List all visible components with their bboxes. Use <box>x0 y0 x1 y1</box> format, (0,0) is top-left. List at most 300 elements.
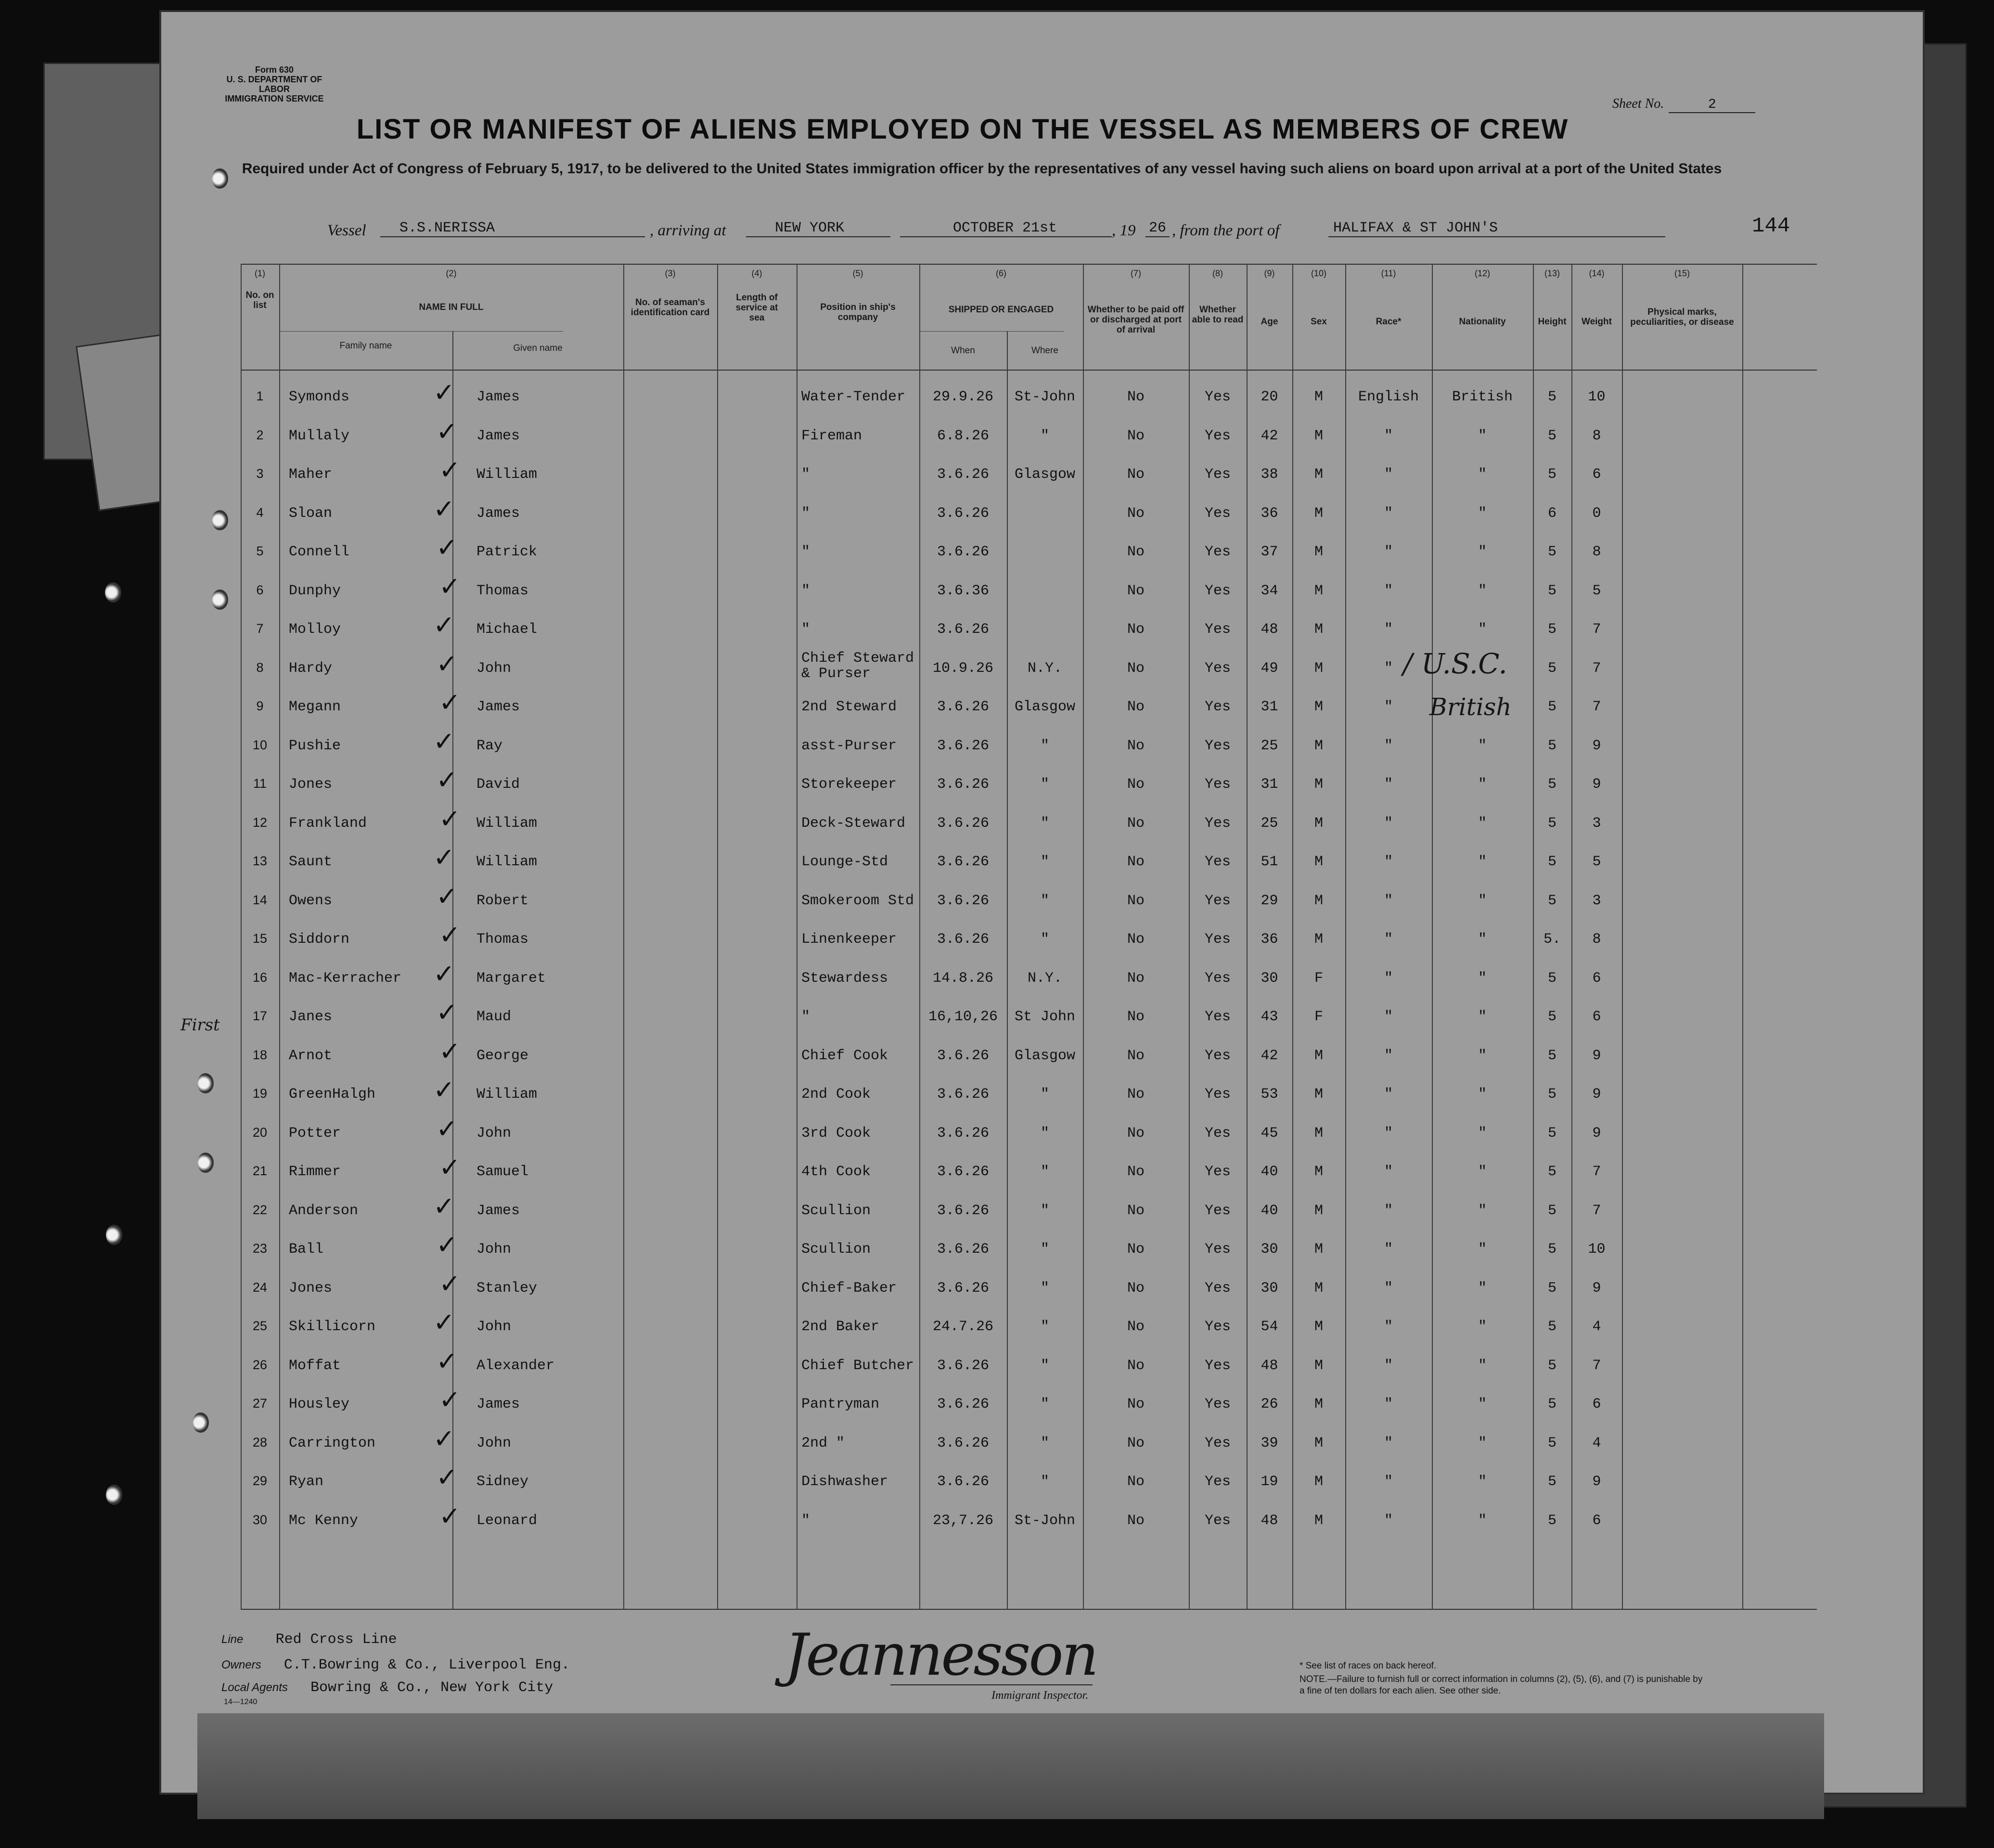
cell-able-read: Yes <box>1204 776 1231 793</box>
checkmark-icon: ✓ <box>433 610 455 640</box>
cell-paid-off: No <box>1127 1512 1145 1529</box>
cell-race: " <box>1384 931 1393 948</box>
cell-race: " <box>1384 1009 1393 1025</box>
cell-able-read: Yes <box>1204 1164 1231 1180</box>
header-able-read: Whether able to read <box>1192 305 1244 325</box>
cell-when: 3.6.26 <box>937 621 990 638</box>
cell-sex: M <box>1314 1086 1323 1103</box>
cell-position: Storekeeper <box>801 776 897 793</box>
vessel-name: S.S.NERISSA <box>380 220 645 237</box>
cell-given-name: Samuel <box>476 1164 529 1180</box>
checkmark-icon: ✓ <box>436 648 458 679</box>
cell-sex: M <box>1314 466 1323 483</box>
cell-position: Lounge-Std <box>801 854 888 870</box>
cell-height: 5 <box>1547 1396 1557 1412</box>
cell-height: 5 <box>1547 660 1557 677</box>
cell-able-read: Yes <box>1204 815 1231 832</box>
cell-able-read: Yes <box>1204 389 1231 405</box>
cell-position: Linenkeeper <box>801 931 897 948</box>
checkmark-icon: ✓ <box>436 1462 458 1492</box>
cell-when: 3.6.26 <box>937 815 990 832</box>
cell-nationality: " <box>1478 1357 1487 1374</box>
cell-race: " <box>1384 1474 1393 1490</box>
cell-height: 5 <box>1547 854 1557 870</box>
cell-no: 18 <box>252 1047 268 1062</box>
cell-given-name: David <box>476 776 520 793</box>
cell-able-read: Yes <box>1204 1241 1231 1258</box>
shipped-split-rule <box>919 331 1064 332</box>
checkmark-icon: ✓ <box>436 1113 458 1144</box>
cell-able-read: Yes <box>1204 1280 1231 1296</box>
table-row <box>241 803 1817 844</box>
col-number: (7) <box>1131 269 1141 278</box>
cell-height: 5 <box>1547 1009 1557 1025</box>
cell-where: " <box>1040 427 1049 444</box>
cell-family-name: Jones <box>289 776 333 793</box>
checkmark-icon: ✓ <box>436 1230 458 1260</box>
header-weight: Weight <box>1582 317 1612 327</box>
cell-sex: M <box>1314 582 1323 599</box>
cell-position: Deck-Steward <box>801 815 906 832</box>
checkmark-icon: ✓ <box>439 803 461 834</box>
cell-when: 3.6.26 <box>937 892 990 909</box>
cell-able-read: Yes <box>1204 1009 1231 1025</box>
cell-family-name: Carrington <box>289 1435 376 1451</box>
cell-paid-off: No <box>1127 505 1145 522</box>
cell-nationality: " <box>1478 1319 1487 1335</box>
cell-no: 27 <box>252 1396 268 1411</box>
cell-no: 7 <box>256 621 264 636</box>
cell-height: 5 <box>1547 1202 1557 1219</box>
table-row <box>241 689 1817 728</box>
cell-no: 23 <box>252 1241 268 1256</box>
cell-age: 34 <box>1261 582 1278 599</box>
cell-sex: M <box>1314 854 1323 870</box>
cell-paid-off: No <box>1127 1164 1145 1180</box>
table-row <box>241 573 1817 612</box>
cell-no: 13 <box>252 854 268 868</box>
cell-sex: M <box>1314 776 1323 793</box>
cell-given-name: John <box>476 1319 512 1335</box>
service: IMMIGRATION SERVICE <box>225 94 324 103</box>
cell-position: Fireman <box>801 427 862 444</box>
table-row <box>241 1154 1817 1193</box>
checkmark-icon: ✓ <box>436 881 458 911</box>
line-value: Red Cross Line <box>275 1631 397 1648</box>
col-number: (1) <box>255 269 265 278</box>
cell-family-name: Hardy <box>289 660 333 677</box>
cell-where: Glasgow <box>1014 466 1076 483</box>
checkmark-icon: ✓ <box>433 1075 455 1105</box>
cell-weight: 9 <box>1592 776 1601 793</box>
cell-given-name: John <box>476 1241 512 1258</box>
cell-sex: M <box>1314 1202 1323 1219</box>
cell-position: 2nd Cook <box>801 1086 871 1103</box>
cell-race: " <box>1384 621 1393 638</box>
cell-when: 3.6.26 <box>937 1280 990 1296</box>
header-family-name: Family name <box>339 341 392 351</box>
cell-race: " <box>1384 1202 1393 1219</box>
cell-height: 5 <box>1547 699 1557 715</box>
punch-hole <box>212 168 228 189</box>
cell-family-name: Maher <box>289 466 333 483</box>
cell-sex: M <box>1314 1241 1323 1258</box>
agents-field <box>221 1680 553 1696</box>
table-row <box>241 379 1817 418</box>
table-row <box>241 1232 1817 1270</box>
table-row <box>241 1193 1817 1232</box>
cell-when: 6.8.26 <box>937 427 990 444</box>
cell-no: 1 <box>256 389 264 403</box>
cell-age: 45 <box>1261 1125 1278 1142</box>
cell-nationality: " <box>1478 854 1487 870</box>
cell-no: 14 <box>252 892 268 907</box>
cell-no: 26 <box>252 1357 268 1372</box>
vessel-label: Vessel <box>327 222 366 239</box>
col-number: (13) <box>1544 269 1560 278</box>
header-position: Position in ship's company <box>820 302 896 322</box>
cell-paid-off: No <box>1127 931 1145 948</box>
cell-nationality: " <box>1478 1125 1487 1142</box>
cell-family-name: Potter <box>289 1125 341 1142</box>
table-row <box>241 457 1817 495</box>
from-port-label: , from the port of <box>1172 222 1280 239</box>
cell-no: 19 <box>252 1086 268 1101</box>
cell-paid-off: No <box>1127 1435 1145 1451</box>
cell-height: 5 <box>1547 544 1557 560</box>
cell-age: 42 <box>1261 1047 1278 1064</box>
cell-sex: M <box>1314 1435 1323 1451</box>
cell-no: 16 <box>252 970 268 985</box>
department: U. S. DEPARTMENT OF LABOR <box>226 75 322 94</box>
punch-hole <box>212 510 228 530</box>
cell-position: Scullion <box>801 1241 871 1258</box>
year-label: , 19 <box>1112 222 1136 239</box>
cell-nationality: " <box>1478 544 1487 560</box>
cell-where: " <box>1040 815 1049 832</box>
cell-height: 5 <box>1547 1435 1557 1451</box>
cell-weight: 3 <box>1592 815 1601 832</box>
cell-paid-off: No <box>1127 699 1145 715</box>
header-paid-off: Whether to be paid off or discharged at port of arrival <box>1087 305 1184 335</box>
cell-where: " <box>1040 776 1049 793</box>
sheet-number-value: 2 <box>1669 97 1755 113</box>
cell-position: " <box>801 1512 810 1529</box>
table-row <box>241 1270 1817 1309</box>
cell-given-name: James <box>476 699 520 715</box>
cell-when: 3.6.26 <box>937 931 990 948</box>
cell-when: 3.6.26 <box>937 854 990 870</box>
cell-given-name: Robert <box>476 892 529 909</box>
sheet-bottom-edge <box>197 1713 1824 1819</box>
annotation-british: British <box>1429 693 1512 721</box>
cell-no: 6 <box>256 582 264 597</box>
cell-sex: M <box>1314 892 1323 909</box>
cell-weight: 10 <box>1588 1241 1606 1258</box>
cell-weight: 8 <box>1592 427 1601 444</box>
cell-when: 29.9.26 <box>932 389 994 405</box>
cell-sex: M <box>1314 1357 1323 1374</box>
header-where: Where <box>1031 346 1058 356</box>
col-number: (14) <box>1589 269 1605 278</box>
cell-race: " <box>1384 582 1393 599</box>
cell-race: " <box>1384 1435 1393 1451</box>
races-note: * See list of races on back hereof. <box>1299 1661 1437 1671</box>
cell-where: " <box>1040 854 1049 870</box>
cell-age: 42 <box>1261 427 1278 444</box>
cell-height: 5 <box>1547 1357 1557 1374</box>
cell-paid-off: No <box>1127 1241 1145 1258</box>
cell-able-read: Yes <box>1204 854 1231 870</box>
cell-weight: 9 <box>1592 1125 1601 1142</box>
cell-family-name: Housley <box>289 1396 350 1412</box>
arriving-port: NEW YORK <box>746 220 890 237</box>
header-seaman-id: No. of seaman's identification card <box>630 297 710 318</box>
form-header <box>217 65 332 103</box>
cell-race: " <box>1384 699 1393 715</box>
cell-age: 20 <box>1261 389 1278 405</box>
cell-paid-off: No <box>1127 1396 1145 1412</box>
page-subtitle: Required under Act of Congress of February 5, 1917, to be delivered to the United States immigration officer by the representatives of any vessel having such aliens on board upon arrival at a port of the United States <box>242 161 1722 177</box>
cell-family-name: Owens <box>289 892 333 909</box>
cell-where: " <box>1040 1202 1049 1219</box>
annotation-usc: / U.S.C. <box>1403 647 1507 680</box>
cell-position: " <box>801 544 810 560</box>
cell-weight: 7 <box>1592 621 1601 638</box>
cell-able-read: Yes <box>1204 505 1231 522</box>
header-no-on-list: No. on list <box>245 290 274 310</box>
cell-when: 3.6.26 <box>937 776 990 793</box>
checkmark-icon: ✓ <box>439 1268 461 1299</box>
cell-able-read: Yes <box>1204 466 1231 483</box>
cell-weight: 7 <box>1592 660 1601 677</box>
cell-height: 5 <box>1547 427 1557 444</box>
cell-age: 43 <box>1261 1009 1278 1025</box>
header-given-name: Given name <box>513 343 563 353</box>
cell-when: 3.6.26 <box>937 1357 990 1374</box>
cell-age: 38 <box>1261 466 1278 483</box>
cell-given-name: James <box>476 1202 520 1219</box>
cell-paid-off: No <box>1127 621 1145 638</box>
cell-paid-off: No <box>1127 544 1145 560</box>
cell-nationality: " <box>1478 776 1487 793</box>
cell-no: 12 <box>252 815 268 830</box>
checkmark-icon: ✓ <box>433 1191 455 1221</box>
inspector-signature: Jeannesson <box>785 1622 1097 1689</box>
cell-able-read: Yes <box>1204 660 1231 677</box>
cell-sex: F <box>1314 970 1323 987</box>
cell-family-name: Mac-Kerracher <box>289 970 402 987</box>
table-row <box>241 844 1817 883</box>
cell-sex: M <box>1314 505 1323 522</box>
cell-when: 3.6.26 <box>937 505 990 522</box>
cell-position: " <box>801 1009 810 1025</box>
cell-age: 30 <box>1261 1241 1278 1258</box>
cell-weight: 9 <box>1592 1474 1601 1490</box>
cell-no: 21 <box>252 1164 268 1178</box>
cell-able-read: Yes <box>1204 892 1231 909</box>
cell-no: 5 <box>256 544 264 558</box>
cell-able-read: Yes <box>1204 699 1231 715</box>
cell-height: 5 <box>1547 1125 1557 1142</box>
sheet-number-label: Sheet No. <box>1612 96 1664 111</box>
header-age: Age <box>1261 317 1278 327</box>
cell-nationality: " <box>1478 892 1487 909</box>
agents-value: Bowring & Co., New York City <box>310 1680 553 1696</box>
page-title: LIST OR MANIFEST OF ALIENS EMPLOYED ON THE VESSEL AS MEMBERS OF CREW <box>356 114 1569 145</box>
cell-nationality: " <box>1478 1435 1487 1451</box>
cell-given-name: James <box>476 505 520 522</box>
checkmark-icon: ✓ <box>439 1385 461 1415</box>
cell-sex: M <box>1314 815 1323 832</box>
cell-paid-off: No <box>1127 1202 1145 1219</box>
cell-age: 54 <box>1261 1319 1278 1335</box>
cell-position: Chief Butcher <box>801 1357 914 1374</box>
checkmark-icon: ✓ <box>436 1346 458 1376</box>
cell-position: Scullion <box>801 1202 871 1219</box>
cell-able-read: Yes <box>1204 1319 1231 1335</box>
cell-given-name: Leonard <box>476 1512 538 1529</box>
cell-height: 5. <box>1543 931 1561 948</box>
cell-race: " <box>1384 1396 1393 1412</box>
cell-age: 19 <box>1261 1474 1278 1490</box>
cell-family-name: Rimmer <box>289 1164 341 1180</box>
cell-given-name: William <box>476 1086 538 1103</box>
col-number: (15) <box>1674 269 1690 278</box>
cell-paid-off: No <box>1127 1474 1145 1490</box>
checkmark-icon: ✓ <box>433 726 455 757</box>
cell-no: 9 <box>256 699 264 713</box>
cell-able-read: Yes <box>1204 1086 1231 1103</box>
cell-nationality: " <box>1478 1202 1487 1219</box>
cell-age: 39 <box>1261 1435 1278 1451</box>
cell-position: Dishwasher <box>801 1474 888 1490</box>
cell-given-name: Maud <box>476 1009 512 1025</box>
punch-hole <box>105 582 121 603</box>
cell-position: Chief-Baker <box>801 1280 897 1296</box>
col-number: (11) <box>1381 269 1396 278</box>
cell-given-name: Sidney <box>476 1474 529 1490</box>
checkmark-icon: ✓ <box>436 765 458 795</box>
cell-race: " <box>1384 544 1393 560</box>
checkmark-icon: ✓ <box>433 493 455 524</box>
header-race: Race* <box>1376 317 1402 327</box>
cell-nationality: " <box>1478 1280 1487 1296</box>
cell-race: " <box>1384 737 1393 754</box>
cell-height: 5 <box>1547 892 1557 909</box>
cell-weight: 6 <box>1592 1009 1601 1025</box>
cell-paid-off: No <box>1127 1047 1145 1064</box>
cell-weight: 9 <box>1592 1280 1601 1296</box>
cell-age: 29 <box>1261 892 1278 909</box>
checkmark-icon: ✓ <box>433 842 455 873</box>
cell-paid-off: No <box>1127 892 1145 909</box>
cell-weight: 4 <box>1592 1435 1601 1451</box>
signature-line <box>890 1684 1093 1685</box>
table-row <box>241 648 1817 689</box>
cell-position: Smokeroom Std <box>801 892 914 909</box>
cell-age: 31 <box>1261 776 1278 793</box>
cell-race: " <box>1384 1047 1393 1064</box>
cell-when: 3.6.26 <box>937 737 990 754</box>
cell-able-read: Yes <box>1204 1047 1231 1064</box>
cell-when: 3.6.26 <box>937 1435 990 1451</box>
cell-race: " <box>1384 815 1393 832</box>
cell-where: N.Y. <box>1027 970 1062 987</box>
cell-sex: M <box>1314 931 1323 948</box>
cell-age: 36 <box>1261 931 1278 948</box>
cell-when: 3.6.26 <box>937 1047 990 1064</box>
cell-age: 31 <box>1261 699 1278 715</box>
table-row <box>241 1464 1817 1502</box>
cell-given-name: Margaret <box>476 970 546 987</box>
cell-sex: M <box>1314 1319 1323 1335</box>
cell-nationality: " <box>1478 737 1487 754</box>
cell-sex: M <box>1314 660 1323 677</box>
cell-paid-off: No <box>1127 1086 1145 1103</box>
cell-family-name: Mc Kenny <box>289 1512 359 1529</box>
cell-where: " <box>1040 931 1049 948</box>
cell-nationality: " <box>1478 815 1487 832</box>
inspector-label: Immigrant Inspector. <box>991 1689 1089 1702</box>
cell-race: " <box>1384 1241 1393 1258</box>
cell-when: 3.6.26 <box>937 466 990 483</box>
table-row <box>241 1038 1817 1077</box>
cell-able-read: Yes <box>1204 1512 1231 1529</box>
cell-age: 49 <box>1261 660 1278 677</box>
header-bottom-rule <box>241 370 1817 371</box>
cell-family-name: Connell <box>289 544 350 560</box>
cell-nationality: British <box>1452 389 1513 405</box>
cell-family-name: Arnot <box>289 1047 333 1064</box>
cell-family-name: Siddorn <box>289 931 350 948</box>
cell-paid-off: No <box>1127 854 1145 870</box>
cell-able-read: Yes <box>1204 427 1231 444</box>
cell-position: asst-Purser <box>801 737 897 754</box>
cell-race: " <box>1384 1125 1393 1142</box>
cell-when: 3.6.26 <box>937 699 990 715</box>
cell-when: 16,10,26 <box>928 1009 998 1025</box>
cell-position: 2nd " <box>801 1435 845 1451</box>
line-field <box>221 1631 397 1648</box>
table-row <box>241 922 1817 960</box>
cell-family-name: Anderson <box>289 1202 359 1219</box>
checkmark-icon: ✓ <box>433 1307 455 1337</box>
stamp-number: 144 <box>1752 214 1790 238</box>
cell-where: St-John <box>1014 1512 1076 1529</box>
cell-where: " <box>1040 892 1049 909</box>
cell-paid-off: No <box>1127 776 1145 793</box>
table-row <box>241 767 1817 805</box>
cell-height: 5 <box>1547 1241 1557 1258</box>
cell-sex: M <box>1314 427 1323 444</box>
checkmark-icon: ✓ <box>436 532 458 563</box>
cell-nationality: " <box>1478 1474 1487 1490</box>
cell-paid-off: No <box>1127 389 1145 405</box>
col-number: (12) <box>1474 269 1490 278</box>
cell-family-name: Jones <box>289 1280 333 1296</box>
cell-height: 5 <box>1547 1474 1557 1490</box>
owners-label: Owners <box>221 1658 261 1671</box>
cell-nationality: " <box>1478 1241 1487 1258</box>
cell-sex: M <box>1314 621 1323 638</box>
cell-height: 5 <box>1547 776 1557 793</box>
table-row <box>241 999 1817 1038</box>
cell-nationality: " <box>1478 1047 1487 1064</box>
cell-weight: 5 <box>1592 854 1601 870</box>
cell-able-read: Yes <box>1204 1202 1231 1219</box>
cell-when: 3.6.26 <box>937 1474 990 1490</box>
